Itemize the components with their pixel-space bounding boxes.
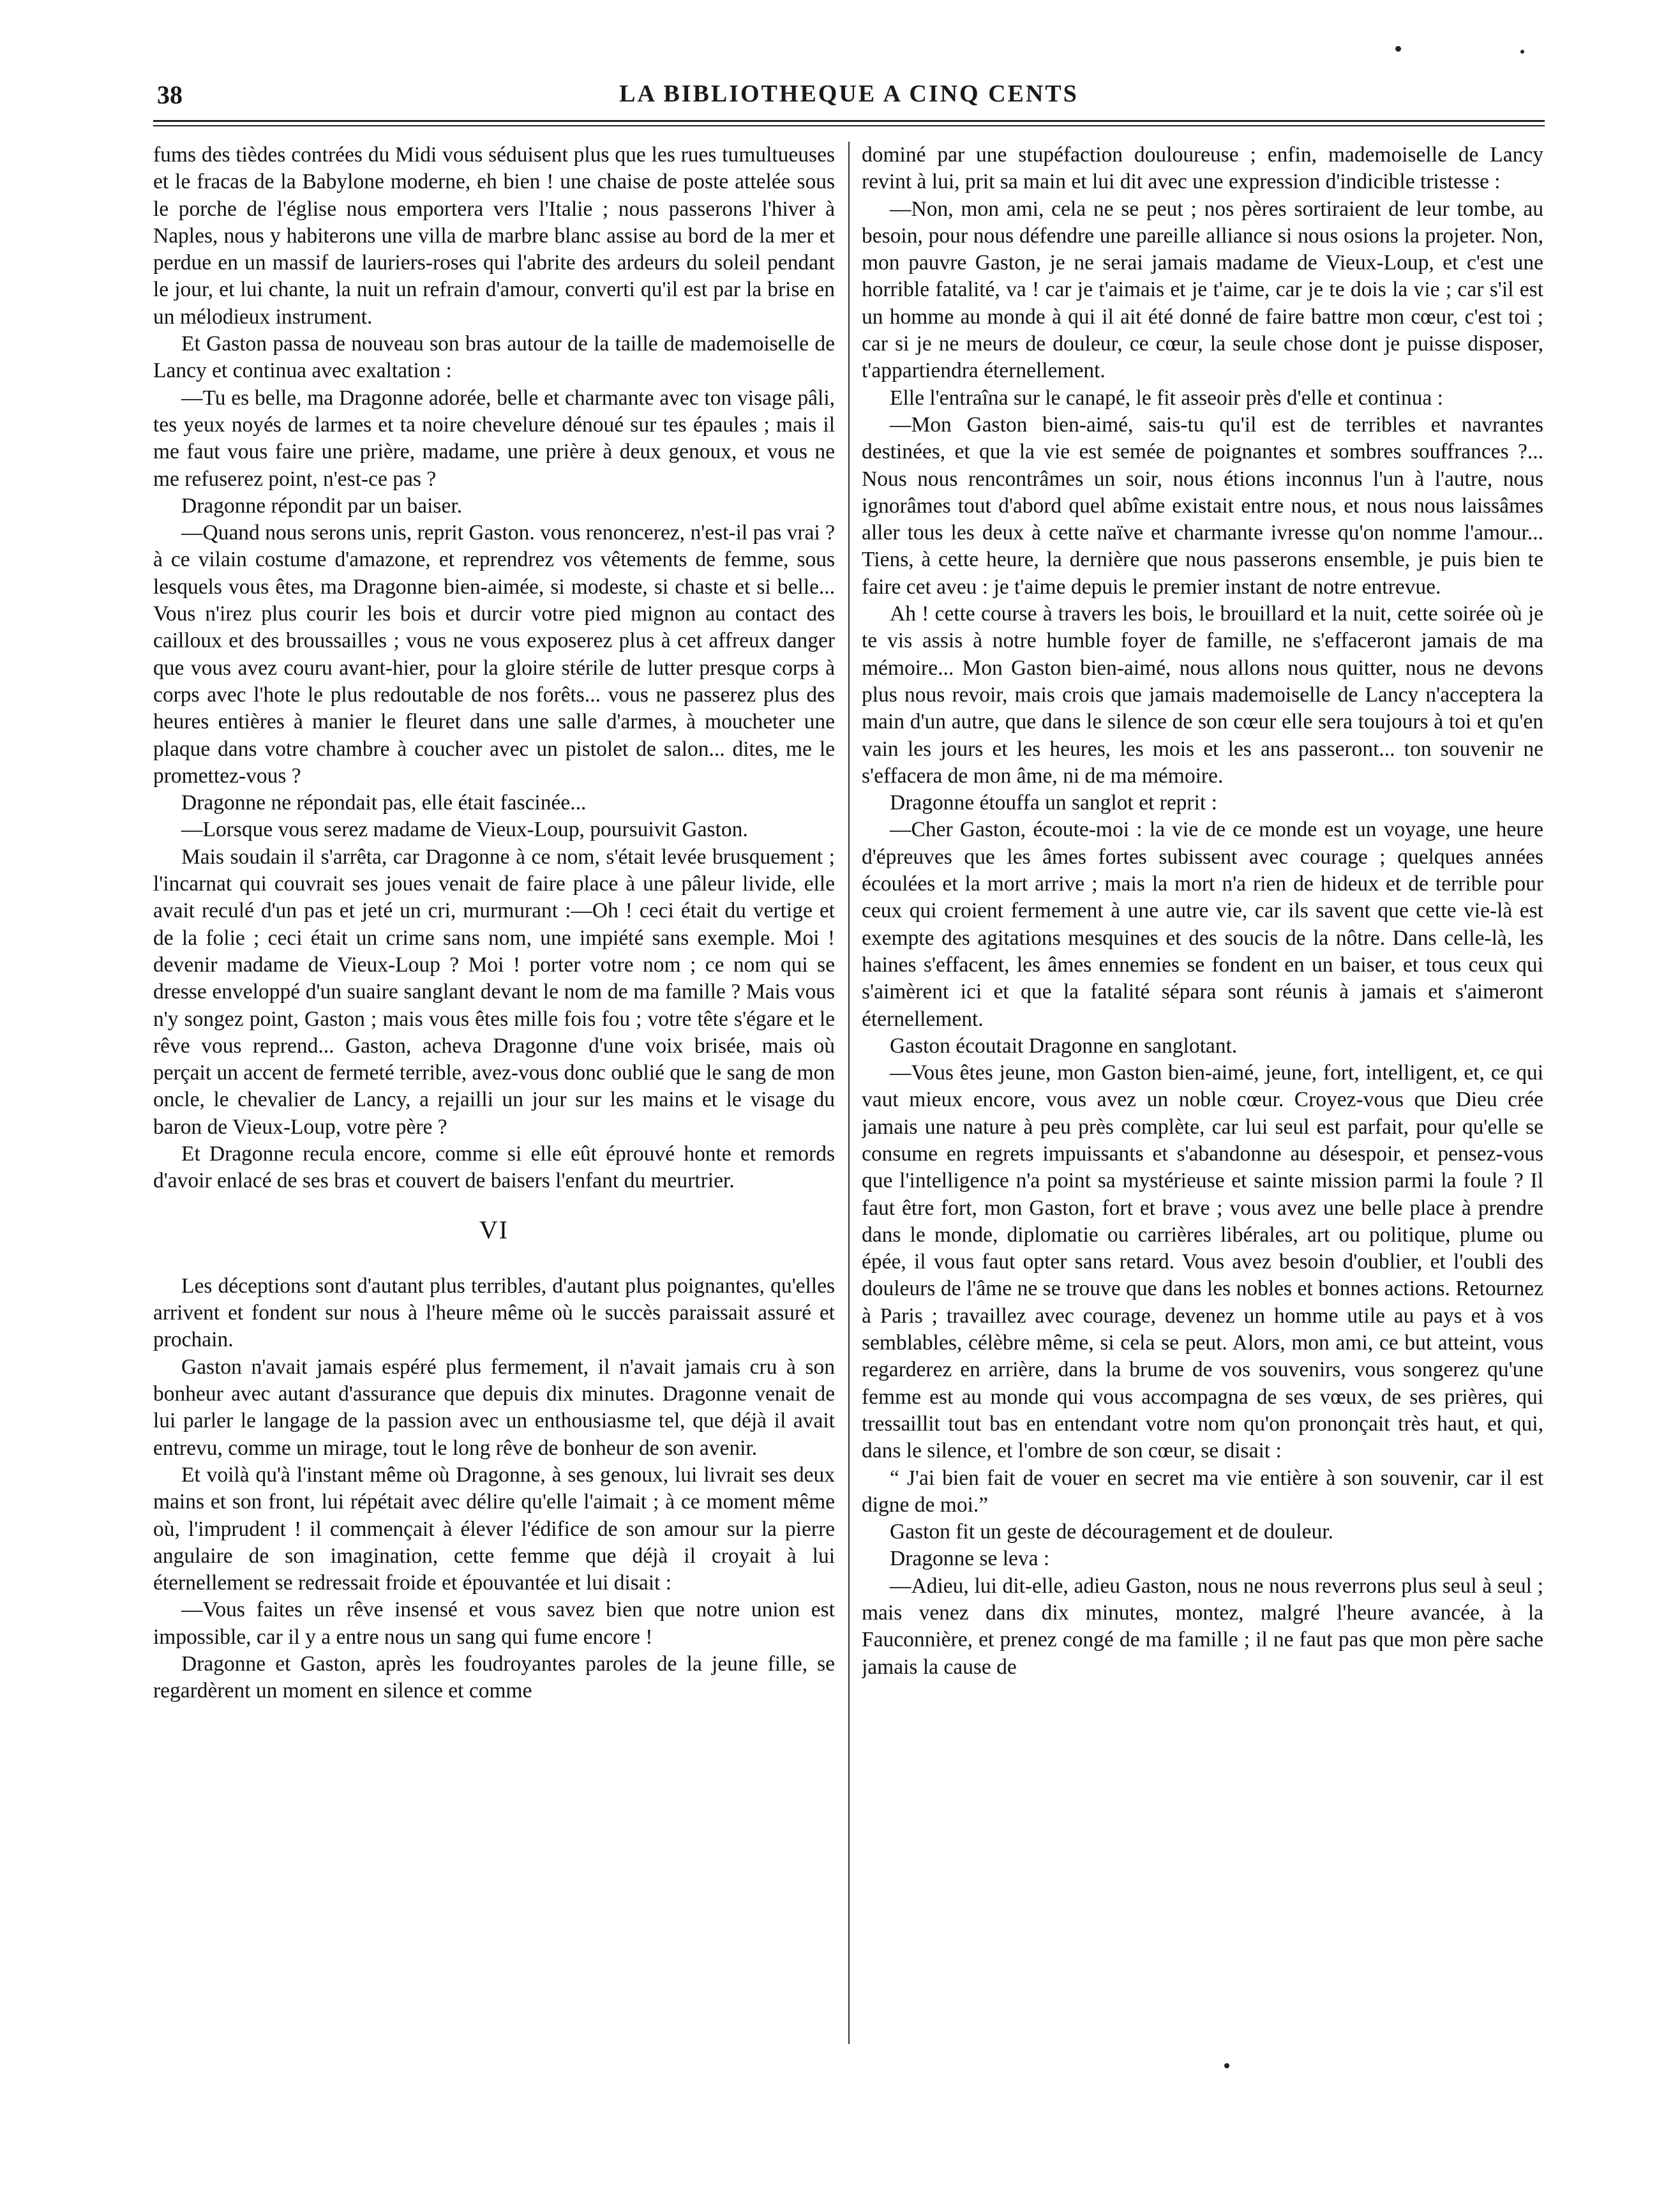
chapter-heading: VI: [479, 1215, 509, 1244]
ink-speck: [1395, 46, 1401, 52]
paragraph: Dragonne ne répondait pas, elle était fascinée...: [181, 791, 587, 815]
paragraph: Les déceptions sont d'autant plus terribles, d'autant plus poignantes, qu'elles arrivent et fondent sur nous à l'heure même où le succès paraissait assuré et prochain.: [153, 1274, 835, 1352]
paragraph: —Vous faites un rêve insensé et vous savez bien que notre union est impossible, car il y a entre nous un sang qui fume encore !: [153, 1598, 835, 1649]
paragraph: Gaston n'avait jamais espéré plus fermement, il n'avait jamais cru à son bonheur avec autant d'assurance que depuis dix minutes. Dragonne venait de lui parler le langage de la passion avec un enthousiasme tel, que déjà il avait entrevu, comme un mirage, tout le long rêve de bonheur de son avenir.: [153, 1355, 835, 1460]
paragraph: Dragonne étouffa un sanglot et reprit :: [890, 791, 1217, 815]
paragraph: Dragonne se leva :: [890, 1547, 1050, 1571]
paragraph: —Lorsque vous serez madame de Vieux-Loup, poursuivit Gaston.: [181, 818, 748, 842]
paragraph: Mais soudain il s'arrêta, car Dragonne à ce nom, s'était levée brusquement ; l'incarnat qui couvrait ses joues venait de faire place à une pâleur livide, elle avait reculé d'un pas et jeté un cri, murmurant :—Oh ! ceci était du vertige et de la folie ; ceci était un crime sans nom, une impiété sans exemple. Moi ! devenir madame de Vieux-Loup ? Moi ! porter votre nom ; ce nom qui se dresse enveloppé d'un suaire sanglant devant le nom de ma famille ? Mais vous n'y songez point, Gaston ; mais vous êtes mille fois fou ; votre tête s'égare et le rêve vous reprend... Gaston, acheva Dragonne d'une voix brisée, mais où perçait un accent de fermeté terrible, avez-vous donc oublié que le sang de mon oncle, le chevalier de Lancy, a rejailli un jour sur les mains et le visage du baron de Vieux-Loup, votre père ?: [153, 845, 835, 1139]
paragraph: —Vous êtes jeune, mon Gaston bien-aimé, jeune, fort, intelligent, et, ce qui vaut mieux encore, vous avez un noble cœur. Croyez-vous que Dieu crée jamais une nature à peu près complète, car lui seul est parfait, pour qu'elle se consume en regrets impuissants et s'abandonne au désespoir, et pensez-vous que l'intelligence n'a point sa mystérieuse et sainte mission parmi la foule ? Il faut être fort, mon Gaston, fort et brave ; vous avez une belle place à prendre dans le monde, diplomatie ou carrières libérales, art ou politique, plume ou épée, il vous faut opter sans retard. Vous avez besoin d'oublier, et l'oubli des douleurs de l'âme ne se trouve que dans les nobles et bonnes actions. Retournez à Paris ; travaillez avec courage, devenez un homme utile au pays et à vos semblables, célèbre même, si cela se peut. Alors, mon ami, ce but atteint, vous regarderez en arrière, dans la brume de vos souvenirs, vous songerez qu'une femme est au monde qui vous accompagna de ses vœux, de ses prières, qui tressaillit tout bas en entendant votre nom qu'on prononçait très haut, et qui, dans le silence, et l'ombre de son cœur, se disait :: [862, 1061, 1543, 1463]
paragraph: —Adieu, lui dit-elle, adieu Gaston, nous ne nous reverrons plus seul à seul ; mais venez dans dix minutes, montez, malgré l'heure avancée, à la Fauconnière, et prenez congé de ma famille ; il ne faut pas que mon père sache jamais la cause de: [862, 1574, 1543, 1679]
paragraph: Dragonne répondit par un baiser.: [181, 493, 463, 518]
paragraph: Gaston écoutait Dragonne en sanglotant.: [890, 1034, 1238, 1058]
page-number: 38: [157, 80, 183, 109]
header-rule: [153, 120, 1545, 122]
paragraph: Et voilà qu'à l'instant même où Dragonne, à ses genoux, lui livrait ses deux mains et son front, lui répétait avec délire qu'elle l'aimait ; à ce moment même où, l'imprudent ! il commençait à élever l'édifice de son amour sur la pierre angulaire de son imagination, cette femme que déjà il croyait à lui éternellement se redressait froide et épouvantée et lui disait :: [153, 1462, 835, 1595]
paragraph: —Tu es belle, ma Dragonne adorée, belle et charmante avec ton visage pâli, tes yeux noyés de larmes et ta noire chevelure dénoué sur tes épaules ; mais il me faut vous faire une prière, madame, une prière à deux genoux, et vous ne me refuserez point, n'est-ce pas ?: [153, 386, 835, 491]
page-header: [153, 80, 1545, 118]
right-column: [862, 142, 1543, 2184]
left-column: [153, 142, 835, 2184]
running-title: LA BIBLIOTHEQUE A CINQ CENTS: [619, 80, 1079, 107]
paragraph: dominé par une stupéfaction douloureuse ; enfin, mademoiselle de Lancy revint à lui, prit sa main et lui dit avec une expression d'indicible tristesse :: [862, 143, 1543, 194]
paragraph: —Cher Gaston, écoute-moi : la vie de ce monde est un voyage, une heure d'épreuves que les âmes fortes subissent avec courage ; quelques années écoulées et la mort arrive ; mais la mort n'a rien de hideux et de terrible pour ceux qui croient fermement à une autre vie, car ils savent que cette vie-là est exempte des agitations mesquines et des soucis de la nôtre. Dans celle-là, les haines s'effacent, les âmes ennemies se fondent en un baiser, et tous ceux qui s'aimèrent ici et que la fatalité sépara sont réunis à jamais et s'aimeront éternellement.: [862, 818, 1543, 1031]
paragraph: Gaston fit un geste de découragement et de douleur.: [890, 1520, 1333, 1544]
column-divider: [848, 142, 850, 2044]
paragraph: —Quand nous serons unis, reprit Gaston. vous renoncerez, n'est-il pas vrai ? à ce vilain costume d'amazone, et reprendrez vos vêtements de femme, sous lesquels vous êtes, ma Dragonne bien-aimée, si modeste, si chaste et si belle... Vous n'irez plus courir les bois et durcir votre pied mignon au contact des cailloux et des broussailles ; vous ne vous exposerez plus à cet affreux danger que vous avez couru avant-hier, pour la gloire stérile de lutter presque corps à corps avec l'hote le plus redoutable de nos forêts... vous ne passerez plus des heures entières à manier le fleuret dans une salle d'armes, à moucheter une plaque dans votre chambre à coucher avec un pistolet de salon... dites, me le promettez-vous ?: [153, 521, 835, 788]
header-rule-secondary: [153, 125, 1545, 126]
paragraph: “ J'ai bien fait de vouer en secret ma vie entière à son souvenir, car il est digne de moi.”: [862, 1466, 1543, 1517]
paragraph: Ah ! cette course à travers les bois, le brouillard et la nuit, cette soirée où je te vis assis à notre humble foyer de famille, ne s'effaceront jamais de ma mémoire... Mon Gaston bien-aimé, nous allons nous quitter, nous ne devons plus nous revoir, mais crois que jamais mademoiselle de Lancy n'acceptera la main d'un autre, que dans le silence de son cœur elle sera toujours à toi et qu'en vain les jours et les heures, les mois et les ans passeront... ton souvenir ne s'effacera de mon âme, ni de ma mémoire.: [862, 602, 1543, 788]
paragraph: fums des tièdes contrées du Midi vous séduisent plus que les rues tumultueuses et le fracas de la Babylone moderne, eh bien ! une chaise de poste attelée sous le porche de l'église nous emportera vers l'Italie ; nous passerons l'hiver à Naples, nous y habiterons une villa de marbre blanc assise au bord de la mer et perdue en un massif de lauriers-roses qui l'abrite des ardeurs du soleil pendant le jour, et lui chante, la nuit un refrain d'amour, converti qu'il est par la brise en un mélodieux instrument.: [153, 143, 835, 329]
paragraph: —Non, mon ami, cela ne se peut ; nos pères sortiraient de leur tombe, au besoin, pour nous défendre une pareille alliance si nous osions la projeter. Non, mon pauvre Gaston, je ne serai jamais madame de Vieux-Loup, et c'est une horrible fatalité, va ! car je t'aimais et je t'aime, car je te dois la vie ; car s'il est un homme au monde à qui il ait été donné de faire battre mon cœur, c'est toi ; car si je ne meurs de douleur, ce cœur, la seule chose dont je puisse disposer, t'appartiendra éternellement.: [862, 197, 1543, 383]
paragraph: Et Dragonne recula encore, comme si elle eût éprouvé honte et remords d'avoir enlacé de ses bras et couvert de baisers l'enfant du meurtrier.: [153, 1141, 835, 1193]
paragraph: Elle l'entraîna sur le canapé, le fit asseoir près d'elle et continua :: [890, 386, 1443, 410]
paragraph: Dragonne et Gaston, après les foudroyantes paroles de la jeune fille, se regardèrent un moment en silence et comme: [153, 1652, 835, 1703]
ink-speck: [1224, 2063, 1229, 2068]
ink-speck: [1520, 50, 1524, 54]
paragraph: —Mon Gaston bien-aimé, sais-tu qu'il est de terribles et navrantes destinées, et que la vie est semée de poignantes et sombres souffrances ?... Nous nous rencontrâmes un soir, nous étions inconnus l'un à l'autre, nous ignorâmes tout d'abord quel abîme existait entre nous, et nous nous laissâmes aller tous les deux à cette naïve et charmante ivresse qu'on nomme l'amour... Tiens, à cette heure, la dernière que nous passerons ensemble, je puis bien te faire cet aveu : je t'aime depuis le premier instant de notre entrevue.: [862, 412, 1543, 599]
paragraph: Et Gaston passa de nouveau son bras autour de la taille de mademoiselle de Lancy et continua avec exaltation :: [153, 332, 835, 383]
